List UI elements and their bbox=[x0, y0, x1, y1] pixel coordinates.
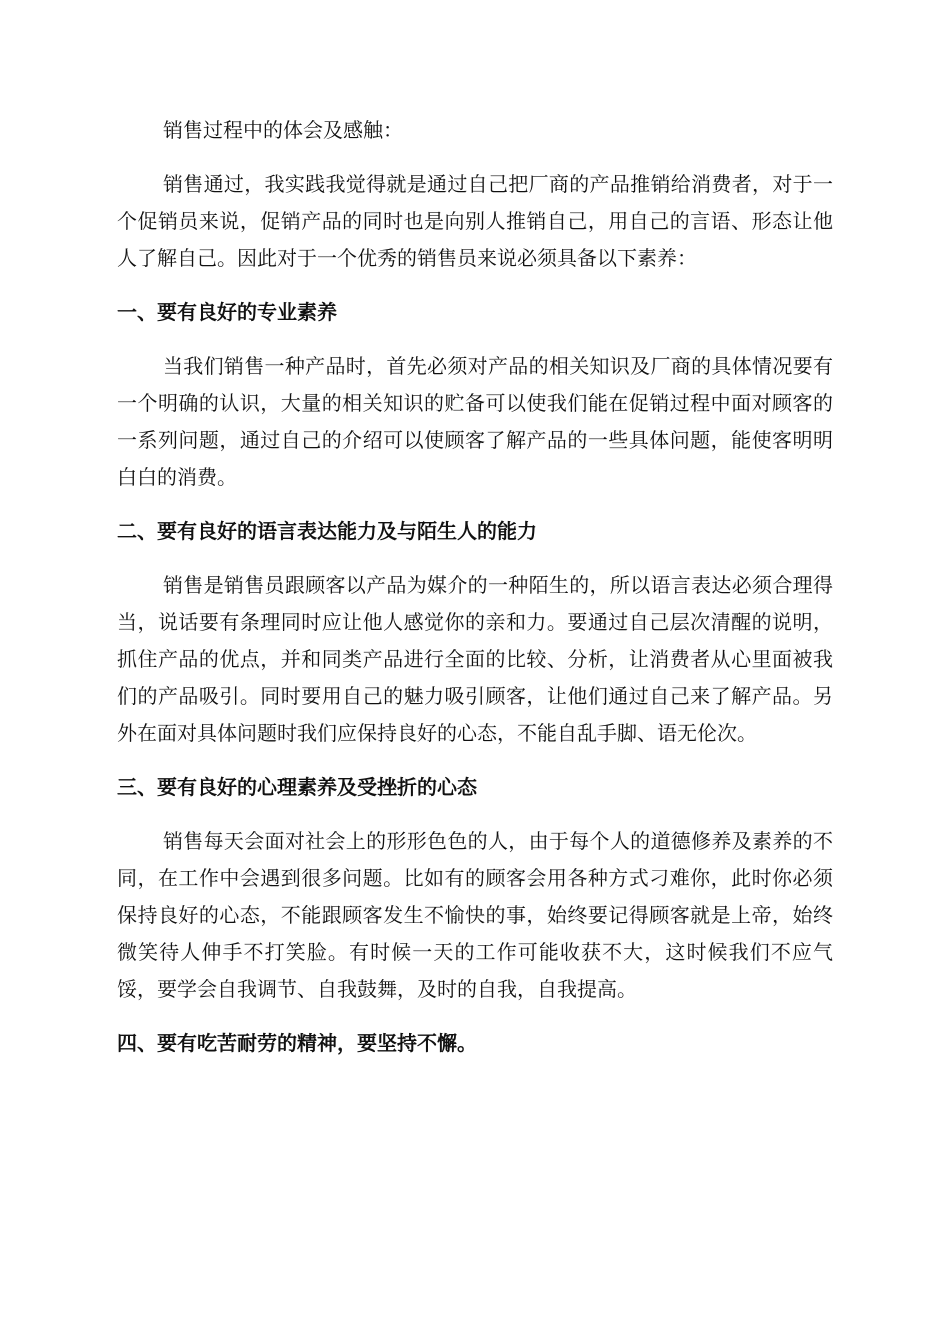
section-paragraph-1: 当我们销售一种产品时，首先必须对产品的相关知识及厂商的具体情况要有一个明确的认识，大量的相关知识的贮备可以使我们能在促销过程中面对顾客的一系列问题，通过自己的介绍可以使顾客了解产品的一些具体问题，能使客明明白白的消费。 bbox=[117, 354, 833, 489]
intro-paragraph: 销售通过，我实践我觉得就是通过自己把厂商的产品推销给消费者，对于一个促销员来说，促销产品的同时也是向别人推销自己，用自己的言语、形态让他人了解自己。因此对于一个优秀的销售员来说必须具备以下素养： bbox=[117, 172, 833, 270]
section-paragraph-2: 销售是销售员跟顾客以产品为媒介的一种陌生的，所以语言表达必须合理得当，说话要有条理同时应让他人感觉你的亲和力。要通过自己层次清醒的说明，抓住产品的优点，并和同类产品进行全面的比较、分析，让消费者从心里面被我们的产品吸引。同时要用自己的魅力吸引顾客，让他们通过自己来了解产品。另外在面对具体问题时我们应保持良好的心态，不能自乱手脚、语无伦次。 bbox=[117, 573, 833, 745]
section-heading-3: 三、要有良好的心理素养及受挫折的心态 bbox=[117, 775, 477, 799]
section-heading-4: 四、要有吃苦耐劳的精神，要坚持不懈。 bbox=[117, 1031, 477, 1055]
intro-title: 销售过程中的体会及感触： bbox=[163, 118, 403, 142]
section-heading-2: 二、要有良好的语言表达能力及与陌生人的能力 bbox=[117, 519, 537, 543]
section-heading-1: 一、要有良好的专业素养 bbox=[117, 300, 337, 324]
section-paragraph-3: 销售每天会面对社会上的形形色色的人，由于每个人的道德修养及素养的不同，在工作中会遇到很多问题。比如有的顾客会用各种方式刁难你，此时你必须保持良好的心态，不能跟顾客发生不愉快的事，始终要记得顾客就是上帝，始终微笑待人伸手不打笑脸。有时候一天的工作可能收获不大，这时候我们不应气馁，要学会自我调节、自我鼓舞，及时的自我，自我提高。 bbox=[117, 829, 833, 1001]
document-page bbox=[117, 112, 833, 1062]
